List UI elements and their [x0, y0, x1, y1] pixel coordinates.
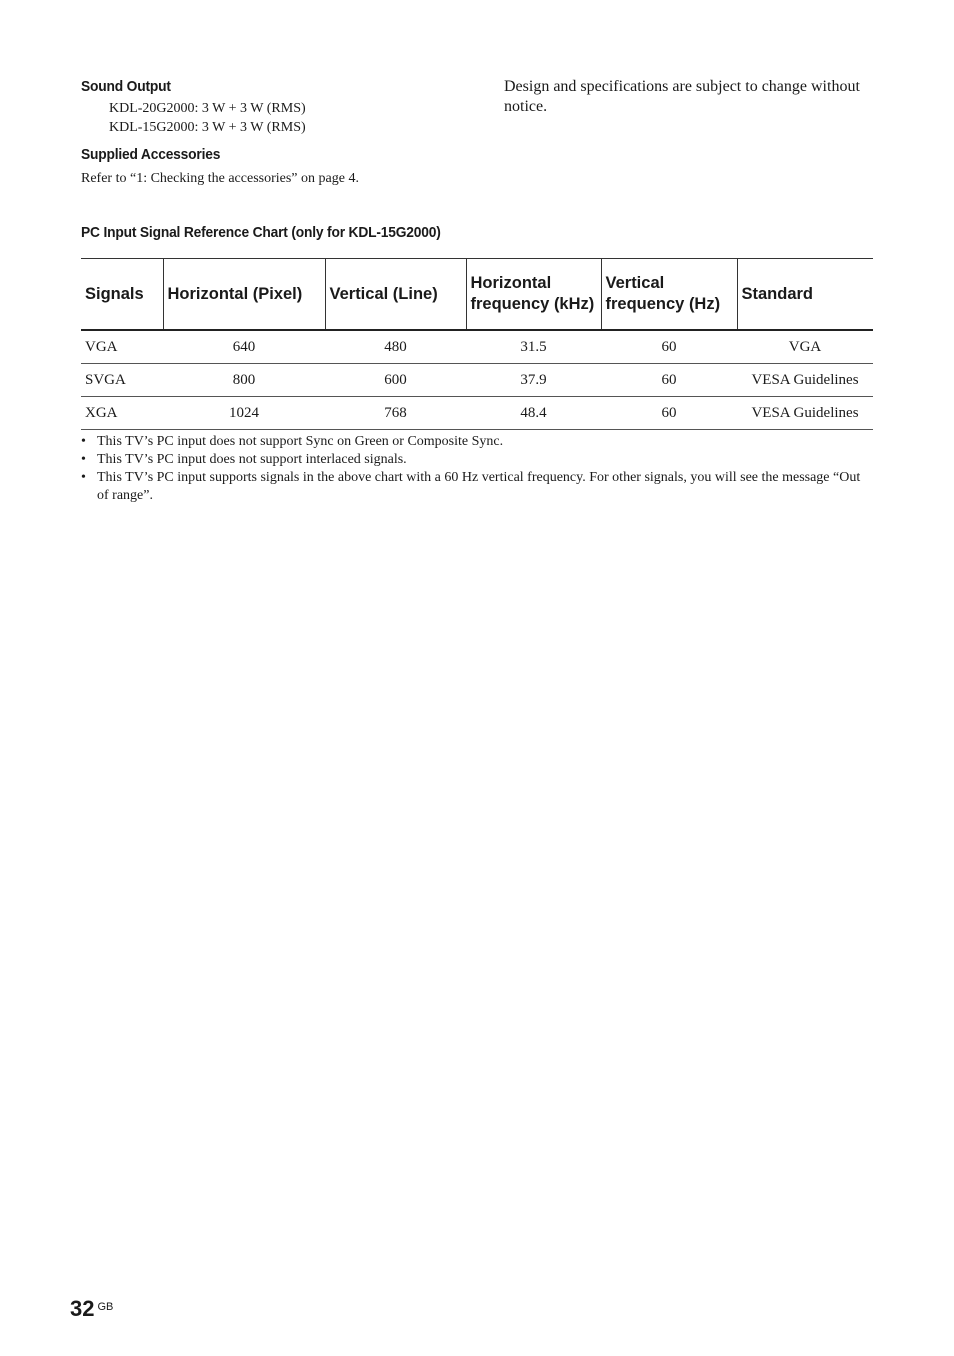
table-cell: 768 — [325, 397, 466, 430]
table-cell: 800 — [163, 364, 325, 397]
table-cell: VESA Guidelines — [737, 364, 873, 397]
table-cell: 48.4 — [466, 397, 601, 430]
bullet-icon: • — [81, 434, 86, 449]
supplied-accessories-heading: Supplied Accessories — [81, 146, 221, 163]
table-cell: 600 — [325, 364, 466, 397]
note-text: This TV’s PC input supports signals in the above chart with a 60 Hz vertical frequency. For other signals, you will see the message “Out of range”. — [97, 470, 861, 503]
column-header: Vertical frequency (Hz) — [601, 259, 737, 331]
column-header: Vertical (Line) — [325, 259, 466, 331]
list-item — [81, 451, 871, 469]
list-item — [81, 469, 871, 505]
table-cell: 31.5 — [466, 330, 601, 364]
sound-output-line: KDL-15G2000: 3 W + 3 W (RMS) — [109, 120, 306, 135]
table-header-row — [81, 259, 873, 331]
chart-heading: PC Input Signal Reference Chart (only for KDL-15G2000) — [81, 224, 441, 241]
table-cell: 60 — [601, 364, 737, 397]
table-cell: VGA — [737, 330, 873, 364]
sound-output-line: KDL-20G2000: 3 W + 3 W (RMS) — [109, 101, 306, 116]
pc-input-signal-table — [81, 258, 873, 430]
table-cell: 480 — [325, 330, 466, 364]
table-cell: 60 — [601, 330, 737, 364]
table-cell: SVGA — [81, 364, 163, 397]
bullet-icon: • — [81, 470, 86, 485]
page-number — [70, 1296, 113, 1322]
specifications-notice: Design and specifications are subject to change without notice. — [504, 78, 860, 115]
column-header: Horizontal frequency (kHz) — [466, 259, 601, 331]
table-cell: 1024 — [163, 397, 325, 430]
note-text: This TV’s PC input does not support interlaced signals. — [97, 452, 407, 467]
table-cell: 37.9 — [466, 364, 601, 397]
list-item — [81, 433, 871, 451]
table-cell: XGA — [81, 397, 163, 430]
column-header: Standard — [737, 259, 873, 331]
table-row — [81, 330, 873, 364]
sound-output-heading: Sound Output — [81, 78, 171, 95]
supplied-accessories-text: Refer to “1: Checking the accessories” on page 4. — [81, 171, 359, 186]
note-text: This TV’s PC input does not support Sync on Green or Composite Sync. — [97, 434, 504, 449]
table-row — [81, 364, 873, 397]
notes-list — [81, 433, 871, 505]
bullet-icon: • — [81, 452, 86, 467]
page-number-value: 32 — [70, 1296, 95, 1321]
page-number-suffix: GB — [97, 1301, 114, 1313]
table-row — [81, 397, 873, 430]
table-cell: 640 — [163, 330, 325, 364]
table-cell: 60 — [601, 397, 737, 430]
table-cell: VGA — [81, 330, 163, 364]
table-cell: VESA Guidelines — [737, 397, 873, 430]
column-header: Signals — [81, 259, 163, 331]
column-header: Horizontal (Pixel) — [163, 259, 325, 331]
